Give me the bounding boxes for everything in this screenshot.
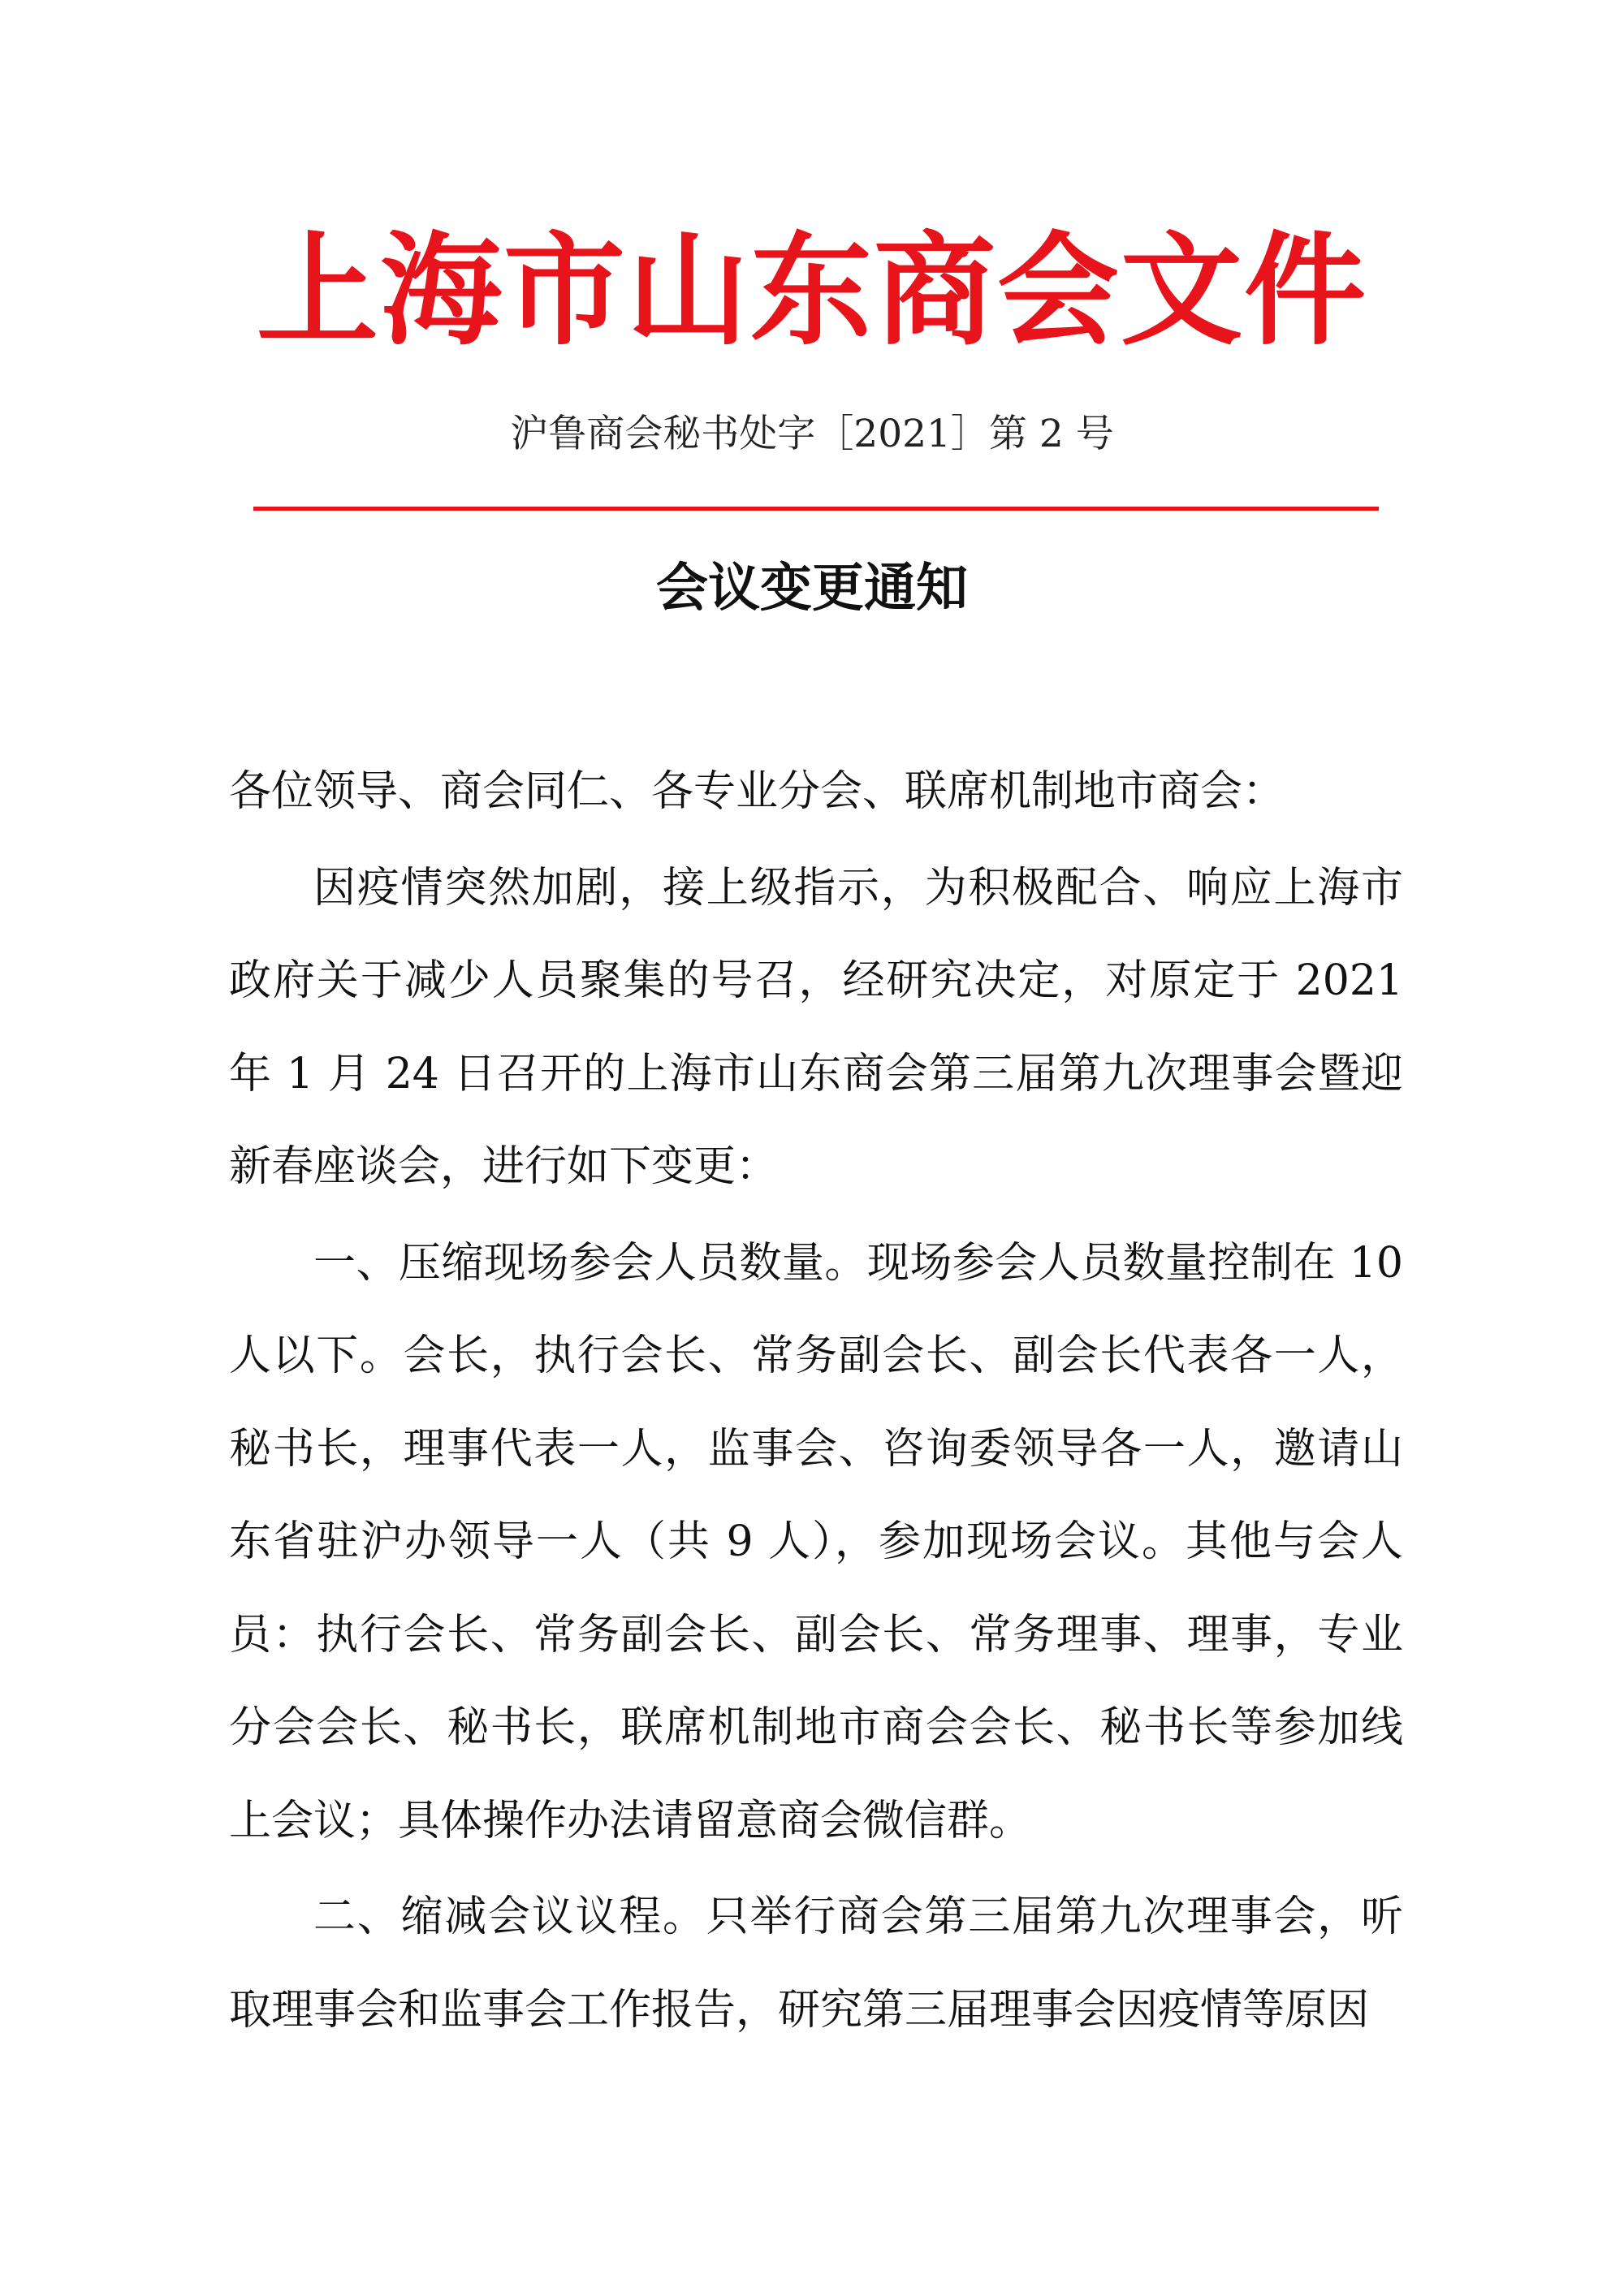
- red-divider-line: [253, 507, 1379, 511]
- paragraph-item-two: 二、缩减会议议程。只举行商会第三届第九次理事会，听取理事会和监事会工作报告，研究第三届理事会因疫情等原因: [229, 1892, 1403, 2035]
- paragraph-intro: 因疫情突然加剧，接上级指示，为积极配合、响应上海市政府关于减少人员聚集的号召，经研究决定，对原定于 2021 年 1 月 24 日召开的上海市山东商会第三届第九次理事会暨迎新春座谈会，进行如下变更：: [229, 863, 1403, 1191]
- document-number: 沪鲁商会秘书处字［2021］第 2 号: [510, 412, 1114, 456]
- notice-title: 会议变更通知: [656, 559, 968, 619]
- paragraph-item-one: 一、压缩现场参会人员数量。现场参会人员数量控制在 10 人以下。会长，执行会长、常务副会长、副会长代表各一人，秘书长，理事代表一人，监事会、咨询委领导各一人，邀请山东省驻沪办领导一人（共 9 人），参加现场会议。其他与会人员：执行会长、常务副会长、副会长、常务理事、理事，专业分会会长、秘书长，联席机制地市商会会长、秘书长等参加线上会议；具体操作办法请留意商会微信群。: [229, 1238, 1403, 1845]
- salutation: 各位领导、商会同仁、各专业分会、联席机制地市商会：: [229, 767, 1285, 816]
- notice-body: [229, 745, 1403, 2056]
- letterhead-title: 上海市山东商会文件: [256, 219, 1367, 362]
